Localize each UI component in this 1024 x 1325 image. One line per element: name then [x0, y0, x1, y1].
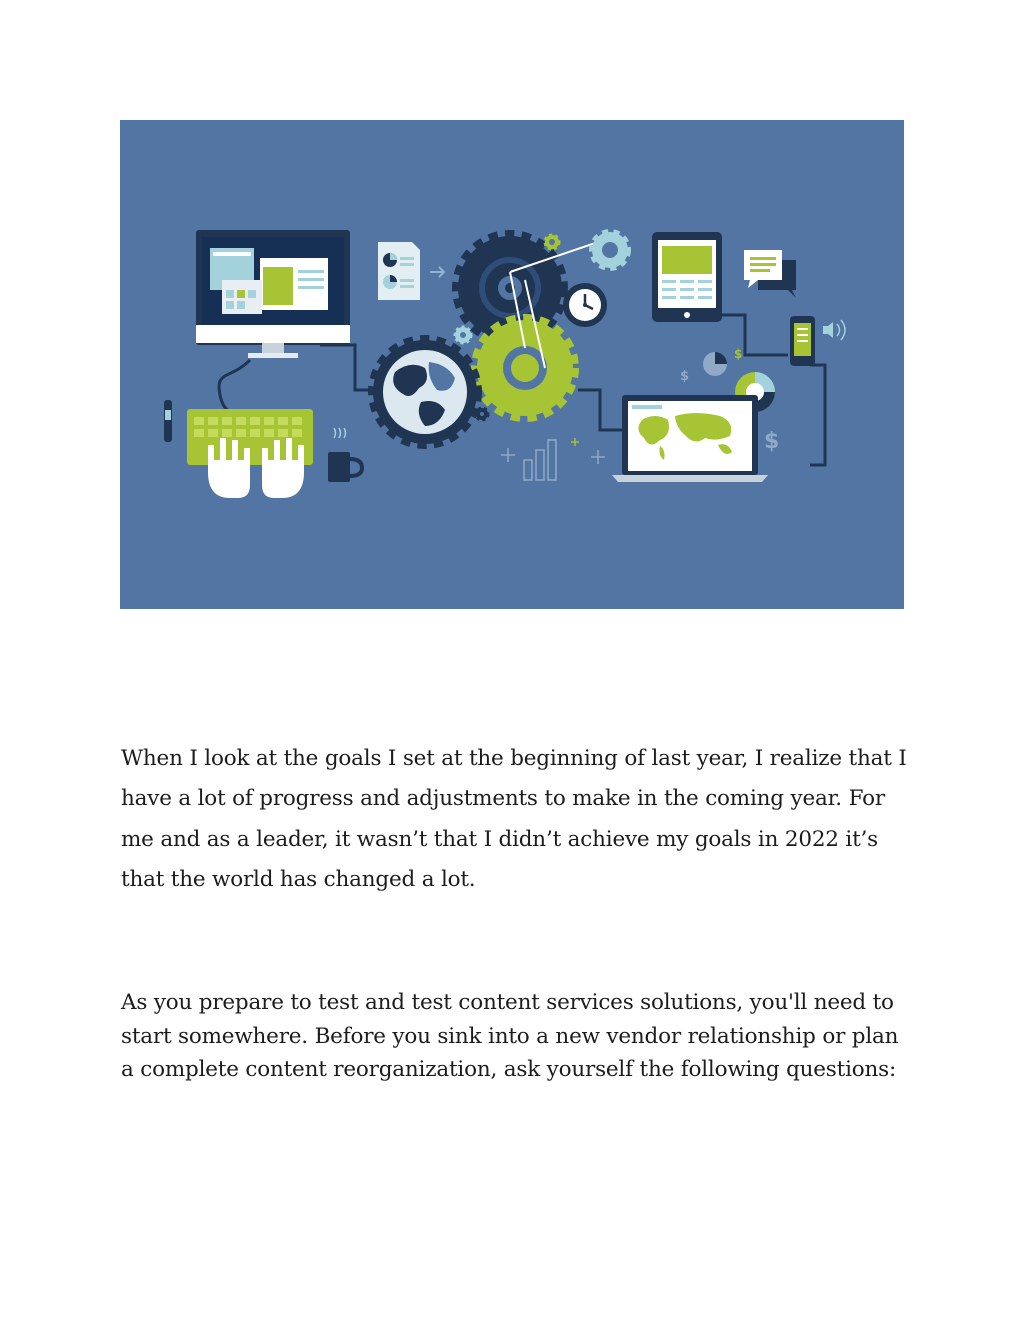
hero-illustration — [120, 120, 904, 609]
chat-bubble-icon — [744, 250, 796, 298]
svg-text:$: $ — [734, 347, 743, 361]
usb-stick-icon — [164, 400, 172, 442]
tablet-icon — [652, 232, 722, 322]
coffee-mug-icon — [328, 428, 362, 482]
svg-text:$: $ — [764, 429, 780, 454]
globe-icon — [373, 340, 477, 444]
svg-text:$: $ — [680, 369, 690, 384]
desktop-monitor-icon — [196, 230, 350, 358]
clock-icon — [563, 283, 607, 327]
keyboard-hands-icon — [187, 409, 313, 498]
bar-chart-icon — [501, 438, 605, 480]
document-chart-icon — [378, 242, 444, 300]
smartphone-icon — [790, 316, 845, 366]
laptop-world-map-icon — [612, 395, 768, 482]
intro-paragraph: When I look at the goals I set at the beginning of last year, I realize that I have a lot of progress and adjustments to make in the coming year. For me and as a leader, it wasn’t that I didn’t achieve my goals in 2022 it’s that the world has changed a lot. — [121, 746, 907, 892]
body-paragraph: As you prepare to test and test content services solutions, you'll need to start somewhere. Before you sink into a new vendor relationship or plan a complete content reorganization, ask yourself the following questions: — [121, 990, 899, 1083]
